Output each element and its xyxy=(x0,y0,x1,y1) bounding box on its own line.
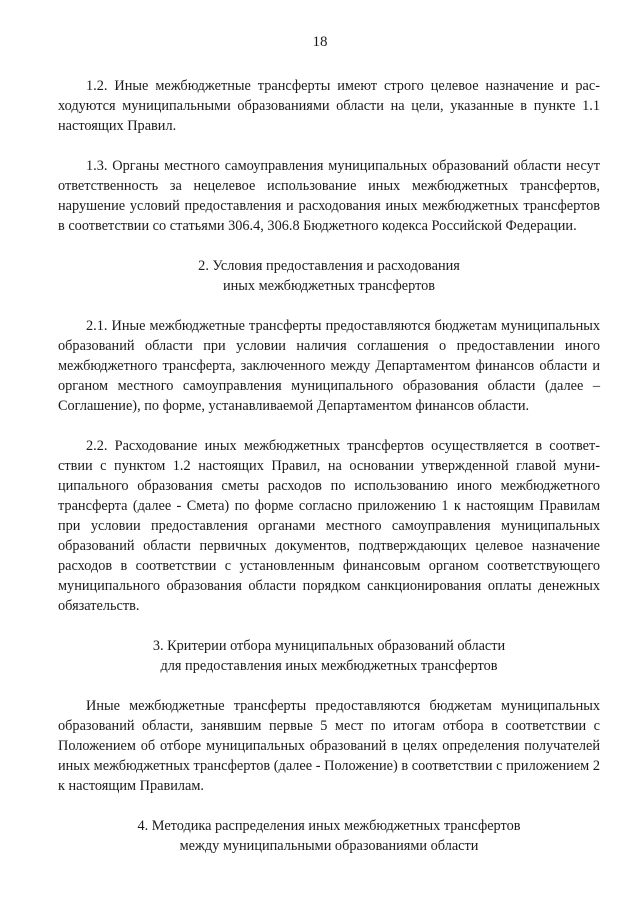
section-3-heading-line-2: для предоставления иных межбюджетных трансфертов xyxy=(160,658,498,674)
section-2-heading xyxy=(58,256,600,296)
paragraph-2-1: 2.1. Иные межбюджетные трансферты предоставляются бюджетам муниципальных образований области при условии наличия соглашения о предоставлении иного межбюджетного трансферта, заключенного между Департаментом финансов области и органом местного самоуправления муниципального образования области (далее – Соглашение), по форме, устанавливаемой Департаментом финансов области. xyxy=(58,318,600,414)
section-2-heading-line-2: иных межбюджетных трансфертов xyxy=(222,278,436,294)
paragraph-1-3: 1.3. Органы местного самоуправления муниципальных образований области несут ответственность за нецелевое использование иных межбюджетных трансфертов, нарушение условий предоставления и расходования иных межбюджетных трансфертов в соответствии со статьями 306.4, 306.8 Бюджетного кодекса Российской Федерации. xyxy=(58,158,600,234)
section-3-heading xyxy=(58,636,600,676)
section-2-heading-line-1: 2. Условия предоставления и расходования xyxy=(198,258,460,274)
paragraph-2-2: 2.2. Расходование иных межбюджетных трансфертов осуществляется в соответствии с пунктом 1.2 настоящих Правил, на основании утвержденной главой муниципального образования сметы расходов по использованию иного межбюджетного трансферта (далее - Смета) по форме согласно приложению 1 к настоящим Правилам при условии предоставления органами местного самоуправления муниципальных образований области первичных документов, подтверждающих целевое назначение расходов в соответствии с установленным финансовым органом соответствующего муниципального образования области порядком санкционирования оплаты денежных обязательств. xyxy=(58,438,600,614)
paragraph-3: Иные межбюджетные трансферты предоставляются бюджетам муниципальных образований области, занявшим первые 5 мест по итогам отбора в соответствии с Положением об отборе муниципальных образований в целях определения получателей иных межбюджетных трансфертов (далее - Положение) в соответствии с приложением 2 к настоящим Правилам. xyxy=(58,698,600,794)
section-4-heading-line-2: между муниципальными образованиями области xyxy=(179,838,479,854)
section-4-heading xyxy=(58,816,600,856)
page-number: 18 xyxy=(312,34,328,50)
section-4-heading-line-1: 4. Методика распределения иных межбюджетных трансфертов xyxy=(137,818,521,834)
document-body xyxy=(58,76,600,876)
paragraph-1-2: 1.2. Иные межбюджетные трансферты имеют строго целевое назначение и расходуются муниципальными образованиями области на цели, указанные в пункте 1.1 настоящих Правил. xyxy=(58,78,600,134)
section-3-heading-line-1: 3. Критерии отбора муниципальных образований области xyxy=(152,638,506,654)
